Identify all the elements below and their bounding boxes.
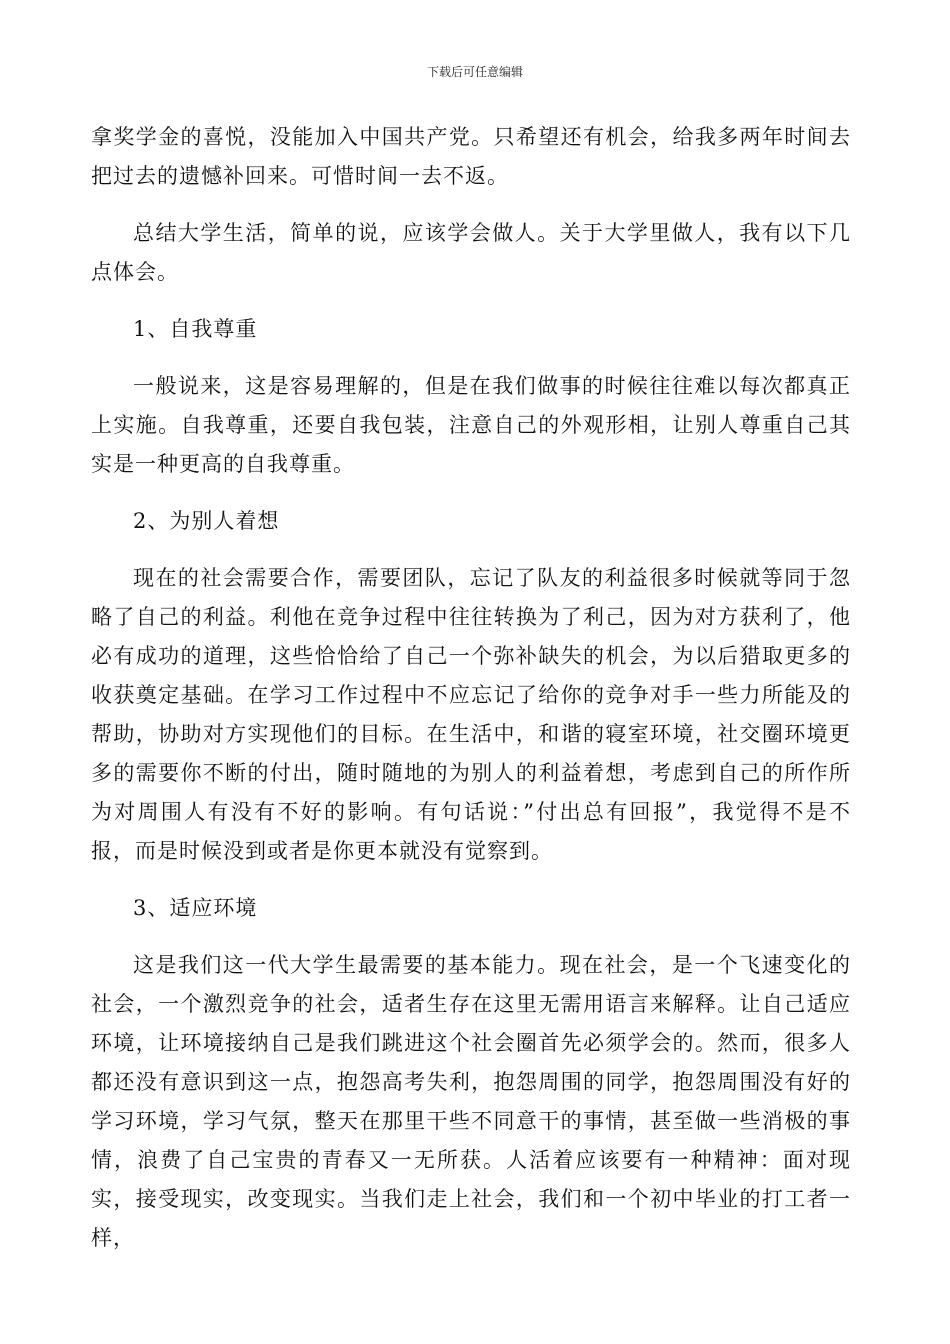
paragraph-self-respect: 一般说来，这是容易理解的，但是在我们做事的时候往往难以每次都真正上实施。自我尊重，还要自我包装，注意自己的外观形相，让别人尊重自己其实是一种更高的自我尊重。	[91, 374, 851, 476]
paragraph-consider-others: 现在的社会需要合作，需要团队，忘记了队友的利益很多时候就等同于忽略了自己的利益。利他在竞争过程中往往转换为了利己，因为对方获利了，他必有成功的道理，这些恰恰给了自己一个弥补缺失的机会，为以后猎取更多的收获奠定基础。在学习工作过程中不应忘记了给你的竞争对手一些力所能及的帮助，协助对方实现他们的目标。在生活中，和谐的寝室环境，社交圈环境更多的需要你不断的付出，随时随地的为别人的利益着想，考虑到自己的所作所为对周围人有没有不好的影响。有句话说：”付出总有回报”，我觉得不是不报，而是时候没到或者是你更本就没有觉察到。	[91, 566, 851, 863]
heading-self-respect: 1、自我尊重	[133, 317, 258, 341]
heading-consider-others: 2、为别人着想	[133, 509, 280, 533]
paragraph-continuation: 拿奖学金的喜悦，没能加入中国共产党。只希望还有机会，给我多两年时间去把过去的遗憾补回来。可惜时间一去不返。	[91, 125, 851, 188]
page-header-note: 下载后可任意编辑	[426, 65, 523, 79]
paragraph-adapt-environment: 这是我们这一代大学生最需要的基本能力。现在社会，是一个飞速变化的社会，一个激烈竞争的社会，适者生存在这里无需用语言来解释。让自己适应环境，让环境接纳自己是我们跳进这个社会圈首先必须学会的。然而，很多人都还没有意识到这一点，抱怨高考失利，抱怨周围的同学，抱怨周围没有好的学习环境，学习气氛，整天在那里干些不同意干的事情，甚至做一些消极的事情，浪费了自己宝贵的青春又一无所获。人活着应该要有一种精神：面对现实，接受现实，改变现实。当我们走上社会，我们和一个初中毕业的打工者一样，	[91, 953, 851, 1250]
paragraph-summary: 总结大学生活，简单的说，应该学会做人。关于大学里做人，我有以下几点体会。	[91, 221, 851, 284]
document-body	[91, 118, 851, 1258]
heading-adapt-environment: 3、适应环境	[133, 896, 258, 920]
